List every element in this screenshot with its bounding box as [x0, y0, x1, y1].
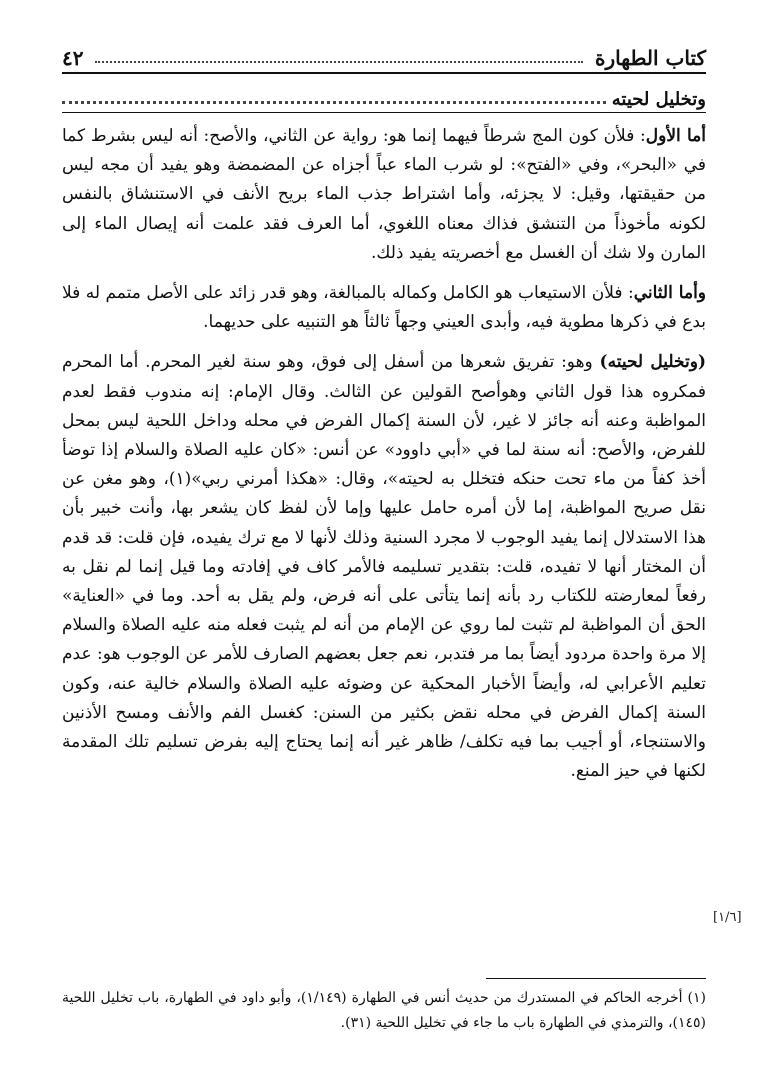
book-title: كتاب الطهارة — [595, 46, 706, 70]
paragraph-text: وهو: تفريق شعرها من أسفل إلى فوق، وهو سنة لغير المحرم. أما المحرم فمكروه هذا قول الثاني وهوأصح القولين عن الثالث. وقال الإمام: إنه مندوب فقط لعدم المواظبة وعنه أنه جائز لا غير، لأن السنة إكمال الفرض في محله وداخل اللحية ليس بمحل للفرض، والأصح: أنه سنة لما في «أبي داوود» عن أنس: «كان عليه الصلاة والسلام إذا توضأ أخذ كفاً من ماء تحت حنكه فتخلل به لحيته»، وقال: «هكذا أمرني ربي»(١)، وهو مغن عن نقل صريح المواظبة، إما لأن أمره حامل عليها وإما لأن لفظ كان يشعر بها، وأنت خبير بأن هذا الاستدلال إنما يفيد الوجوب لا مجرد السنية وذلك لأنها لا مع ترك يفيده، فإن قلت: قد قدم أن المختار أنها لا تفيده، قلت: بتقدير تسليمه فالأمر كاف في إفادته وما قيل إنما لم نقل به رفعاً لمعارضته للكتاب رد بأنه إنما يتأتى على أنه فرض، ولم يقل به أحد. وما في «العناية» الحق أن المواظبة لم تثبت لما روي عن الإمام من أنه لم يثبت فعله منه عليه الصلاة والسلام إلا مرة واحدة مردود أيضاً بما مر فتدبر، نعم جعل بعضهم الصارف للأمر عن الوجوب هو: عدم تعليم الأعرابي له، وأيضاً الأخبار المحكية عن وضوئه عليه الصلاة والسلام خالية عنه، وكون السنة إكمال الفرض في محله نقض بكثير من السنن: كغسل الفم والأنف ومسح الأذنين والاستنجاء، أو أجيب بما فيه تكلف/ ظاهر غير أنه إنما يحتاج إليه بفرض تسليم تلك المقدمة لكنها في حيز المنع. — [62, 352, 707, 782]
running-header — [62, 38, 706, 70]
paragraph-text: : فلأن كون المج شرطاً فيهما إنما هو: رواية عن الثاني، والأصح: أنه ليس بشرط كما في «البحر»، وفي «الفتح»: لو شرب الماء عباً أجزاه عن المضمضة وهو يفيد أن مجه ليس من حقيقتها، وقيل: لا يجزئه، وأما اشتراط جذب الماء بريح الأنف في الاستنشاق بالنفس لكونه مأخوذاً من التنشق فذاك معناه اللغوي، أما العرف فقد علمت أنه إيصال الماء إلى المارن ولا شك أن الغسل مع أخصريته يفيد ذلك. — [62, 126, 706, 263]
paragraph-lead: وأما الثاني — [633, 283, 706, 304]
main-text — [62, 122, 706, 797]
header-rule — [62, 72, 706, 74]
manuscript-folio-note: [١/٦] — [713, 910, 742, 925]
paragraph-first — [62, 122, 706, 268]
section-rule — [62, 112, 706, 113]
paragraph-text: : فلأن الاستيعاب هو الكامل وكماله بالمبالغة، وهو قدر زائد على الأصل متمم له فلا بدع في ذكرها مطوية فيه، وأبدى العيني وجهاً ثالثاً هو التنبيه على حديهما. — [62, 283, 706, 333]
section-heading-text: وتخليل لحيته — [611, 89, 706, 110]
section-heading — [62, 80, 706, 110]
page-number: ٤٢ — [62, 46, 84, 70]
paragraph-third — [62, 348, 706, 786]
paragraph-second — [62, 279, 706, 337]
header-leader-dots — [95, 61, 583, 63]
footnote: (١) أخرجه الحاكم في المستدرك من حديث أنس في الطهارة (١/١٤٩)، وأبو داود في الطهارة، باب تخليل اللحية (١٤٥)، والترمذي في الطهارة باب ما جاء في تخليل اللحية (٣١). — [62, 990, 706, 1031]
paragraph-lead: (وتخليل لحيته) — [599, 352, 706, 373]
footnote-rule — [486, 978, 706, 979]
paragraph-lead: أما الأول — [645, 126, 706, 146]
section-leader-dots — [62, 101, 606, 104]
